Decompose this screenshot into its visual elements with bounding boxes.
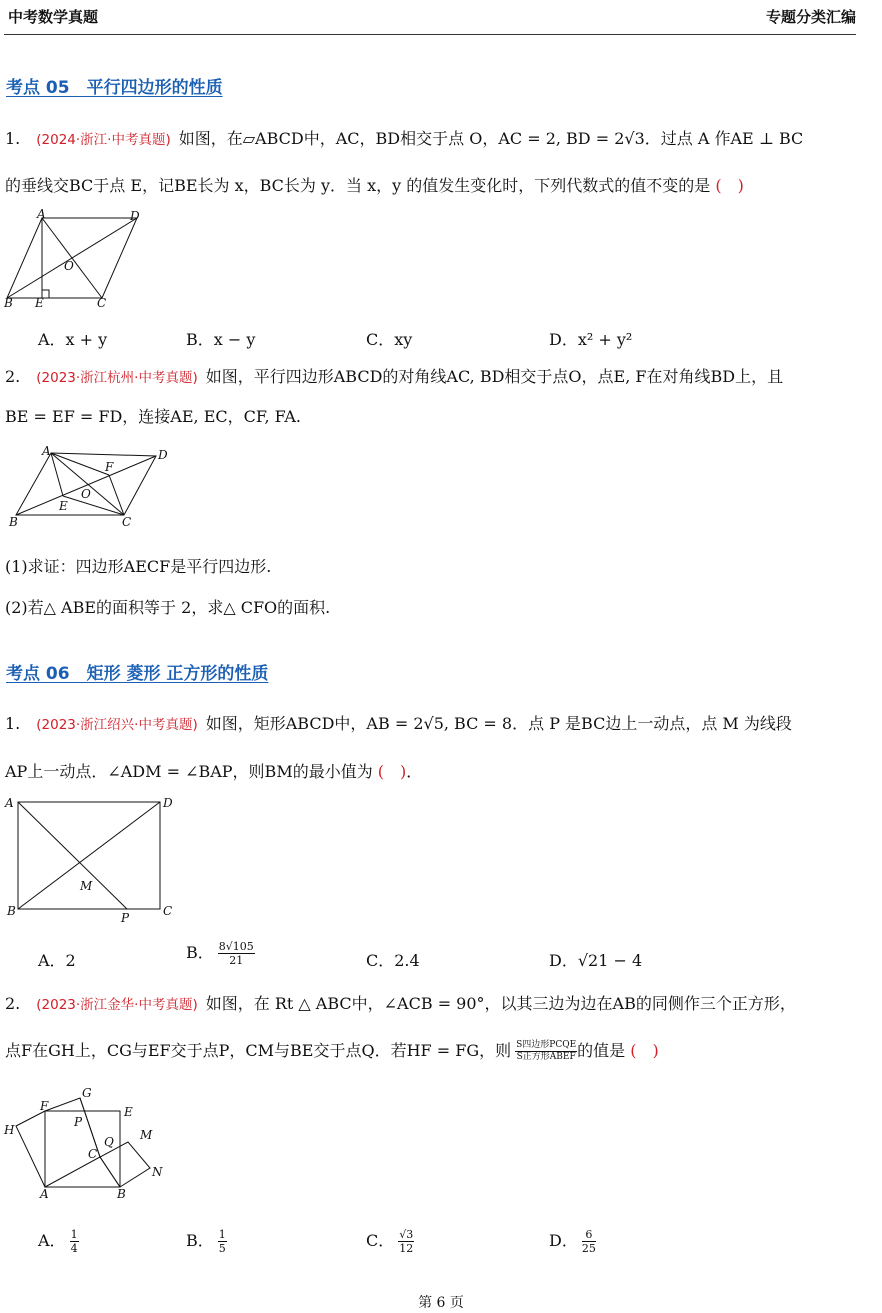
q3-tail: ． — [406, 762, 423, 781]
q3-line1 — [5, 713, 792, 736]
q4-option-c-denominator: 12 — [399, 1242, 414, 1255]
fig3-label-B: B — [7, 904, 16, 918]
header-right-title: 专题分类汇编 — [765, 8, 856, 26]
fig4-label-G: G — [82, 1086, 92, 1100]
q4-option-d-fraction — [582, 1228, 596, 1255]
q4-option-b-denominator: 5 — [218, 1242, 226, 1255]
q1-text-line2: 的垂线交BC于点 E，记BE长为 x，BC长为 y．当 x，y 的值发生变化时，下列代数式的值不变的是 — [5, 176, 711, 195]
q4-line1 — [5, 993, 796, 1016]
fig2-label-B: B — [9, 515, 18, 529]
q2-source: (2023·浙江杭州·中考真题) — [36, 370, 198, 386]
q4-option-d-label: D． — [549, 1231, 578, 1250]
q1-option-c: C．xy — [366, 330, 413, 349]
q4-area-fraction — [515, 1040, 577, 1063]
q3-text-line1: 如图，矩形ABCD中，AB = 2√5, BC = 8．点 P 是BC边上一动点，点 M 为线段 — [205, 714, 792, 733]
fig4-label-N: N — [152, 1165, 163, 1179]
q1-answer-paren: ( ) — [715, 176, 744, 195]
section-title-05: 考点 05 平行四边形的性质 — [6, 78, 223, 98]
fig4-label-M: M — [140, 1128, 153, 1142]
q4-option-b-fraction — [218, 1228, 227, 1255]
q4-text-line1: 如图，在 Rt △ ABC中，∠ACB = 90°，以其三边为边在AB的同侧作三个正方形， — [205, 994, 796, 1013]
fig2-label-C: C — [122, 515, 132, 529]
fig4-label-A: A — [40, 1187, 49, 1201]
fig2-label-A: A — [42, 444, 51, 458]
q1-text-line1: 如图，在▱ABCD中，AC，BD相交于点 O，AC = 2, BD = 2√3．过点 A 作AE ⊥ BC — [178, 129, 804, 148]
q2-number: 2. — [5, 367, 21, 386]
q3-option-b-fraction — [218, 940, 255, 967]
q4-option-b-label: B． — [186, 1231, 214, 1250]
fig4-label-Q: Q — [104, 1135, 114, 1149]
q1-parallelogram-figure — [2, 208, 152, 310]
fig3-label-P: P — [121, 911, 130, 925]
q2-line2 — [5, 406, 301, 428]
q3-text-line2: AP上一动点．∠ADM = ∠BAP，则BM的最小值为 — [5, 762, 373, 781]
fig4-label-C: C — [88, 1147, 98, 1161]
header-left-title: 中考数学真题 — [8, 8, 99, 26]
q4-line2 — [5, 1040, 659, 1063]
q4-number: 2. — [5, 994, 21, 1013]
q1-option-b: B．x − y — [186, 330, 256, 349]
q3-number: 1. — [5, 714, 21, 733]
q1-option-a: A．x + y — [38, 330, 108, 349]
q4-option-a-fraction — [70, 1228, 79, 1255]
q3-option-c: C．2.4 — [366, 951, 420, 970]
q4-answer-paren: ( ) — [630, 1041, 659, 1060]
q2-subquestion-2: (2)若△ ABE的面积等于 2，求△ CFO的面积. — [5, 598, 331, 617]
q4-option-c-numerator: √3 — [399, 1228, 414, 1241]
page-number: 第 6 页 — [418, 1295, 464, 1311]
fig3-label-M: M — [80, 879, 93, 893]
q4-option-b-numerator: 1 — [218, 1228, 226, 1241]
q4-option-a — [38, 1228, 79, 1255]
q4-option-a-label: A． — [38, 1231, 66, 1250]
q4-option-c — [366, 1228, 414, 1255]
q1-line1 — [5, 128, 803, 151]
q4-text-line2a: 点F在GH上，CG与EF交于点P，CM与BE交于点Q．若HF = FG，则 — [5, 1041, 512, 1060]
q3-option-b — [186, 940, 255, 967]
fig3-label-C: C — [163, 904, 173, 918]
q4-fraction-denominator: S正方形ABEF — [516, 1052, 576, 1062]
fig4-label-H: H — [4, 1123, 15, 1137]
fig1-label-E: E — [35, 296, 44, 310]
q3-answer-paren: ( ) — [377, 762, 407, 781]
fig4-label-F: F — [40, 1099, 49, 1113]
q1-number: 1. — [5, 129, 21, 148]
q2-parallelogram-figure — [4, 443, 179, 533]
q4-option-a-denominator: 4 — [70, 1242, 78, 1255]
q3-option-a: A．2 — [38, 951, 76, 970]
q1-option-d: D．x² + y² — [549, 330, 633, 349]
fig2-label-O: O — [81, 487, 91, 501]
fig2-label-E: E — [59, 499, 68, 513]
q4-option-d-numerator: 6 — [582, 1228, 596, 1242]
fig1-label-A: A — [37, 208, 46, 221]
q1-source: (2024·浙江·中考真题) — [36, 132, 171, 148]
q2-subquestion-1: (1)求证：四边形AECF是平行四边形. — [5, 557, 272, 576]
q4-text-line2b: 的值是 — [577, 1041, 626, 1060]
q3-rectangle-figure — [2, 792, 182, 927]
fig1-label-B: B — [4, 296, 13, 310]
q4-option-b — [186, 1228, 227, 1255]
q3-option-d: D．√21 − 4 — [549, 951, 643, 970]
fig4-label-E: E — [124, 1105, 133, 1119]
q3-source: (2023·浙江绍兴·中考真题) — [36, 717, 198, 733]
q3-line2 — [5, 761, 422, 783]
q4-option-c-label: C． — [366, 1231, 395, 1250]
fig4-label-B: B — [117, 1187, 126, 1201]
q4-fraction-numerator: S四边形PCQE — [516, 1040, 577, 1050]
q4-option-a-numerator: 1 — [70, 1228, 78, 1241]
q2-line1 — [5, 366, 783, 389]
section-title-06: 考点 06 矩形 菱形 正方形的性质 — [6, 664, 269, 684]
q2-text-line1: 如图，平行四边形ABCD的对角线AC, BD相交于点O，点E, F在对角线BD上，且 — [205, 367, 784, 386]
fig2-label-F: F — [105, 460, 114, 474]
q3-option-b-numerator: 8√105 — [218, 940, 254, 953]
q4-squares-figure — [0, 1082, 175, 1207]
fig1-label-D: D — [130, 209, 140, 223]
fig4-label-P: P — [74, 1115, 83, 1129]
header-divider — [4, 34, 856, 35]
fig1-label-O: O — [64, 259, 74, 273]
q4-option-c-fraction — [398, 1228, 414, 1255]
fig1-label-C: C — [97, 296, 107, 310]
q3-option-b-denominator: 21 — [229, 954, 244, 967]
q2-text-line2: BE = EF = FD，连接AE, EC，CF, FA. — [5, 407, 302, 426]
q3-option-b-label: B． — [186, 943, 214, 962]
fig3-label-D: D — [163, 796, 173, 810]
q4-source: (2023·浙江金华·中考真题) — [36, 997, 198, 1013]
fig3-label-A: A — [5, 796, 14, 810]
q1-line2 — [5, 175, 744, 197]
q4-option-d-denominator: 25 — [581, 1242, 596, 1255]
q4-option-d — [549, 1228, 596, 1255]
fig2-label-D: D — [158, 448, 168, 462]
